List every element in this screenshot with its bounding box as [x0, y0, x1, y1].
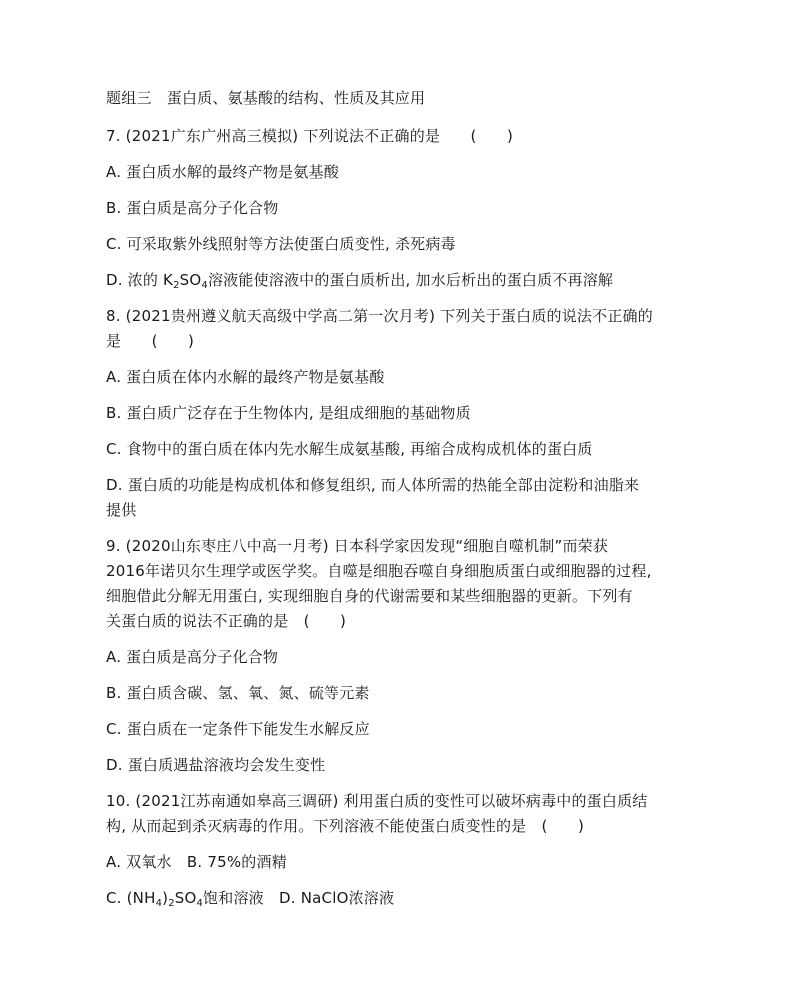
- question-9-stem-line-4: 关蛋白质的说法不正确的是 ( ): [106, 612, 347, 630]
- question-10-stem-line-1: 10. (2021江苏南通如皋高三调研) 利用蛋白质的变性可以破坏病毒中的蛋白质结: [106, 792, 648, 810]
- subscript-4: 4: [196, 898, 204, 909]
- question-8-option-b: B. 蛋白质广泛存在于生物体内, 是组成细胞的基础物质: [106, 404, 471, 422]
- option-c-text: 饱和溶液 D. NaClO浓溶液: [203, 889, 395, 907]
- question-9-option-a: A. 蛋白质是高分子化合物: [106, 648, 279, 666]
- question-8-option-a: A. 蛋白质在体内水解的最终产物是氨基酸: [106, 368, 385, 386]
- question-9-stem-line-2: 2016年诺贝尔生理学或医学奖。自噬是细胞吞噬自身细胞质蛋白或细胞器的过程,: [106, 562, 652, 580]
- question-8-option-c: C. 食物中的蛋白质在体内先水解生成氨基酸, 再缩合成构成机体的蛋白质: [106, 440, 593, 458]
- question-7-option-d: [106, 270, 613, 290]
- option-c-prefix: C. (NH: [106, 889, 156, 907]
- question-10-options-cd: [106, 888, 394, 908]
- question-7-option-a: A. 蛋白质水解的最终产物是氨基酸: [106, 163, 339, 181]
- option-d-formula: SO: [179, 271, 202, 289]
- subscript-2: 2: [173, 280, 180, 291]
- question-9-stem-line-3: 细胞借此分解无用蛋白, 实现细胞自身的代谢需要和某些细胞器的更新。下列有: [106, 587, 633, 605]
- question-9-option-b: B. 蛋白质含碳、氢、氧、氮、硫等元素: [106, 684, 370, 702]
- option-c-paren: ): [162, 889, 169, 907]
- section-title: 题组三 蛋白质、氨基酸的结构、性质及其应用: [106, 89, 426, 107]
- question-7-option-b: B. 蛋白质是高分子化合物: [106, 199, 279, 217]
- option-d-prefix: D. 浓的 K: [106, 271, 174, 289]
- question-10-options-ab: A. 双氧水 B. 75%的酒精: [106, 853, 287, 871]
- question-10-stem-line-2: 构, 从而起到杀灭病毒的作用。下列溶液不能使蛋白质变性的是 ( ): [106, 817, 585, 835]
- question-9-option-c: C. 蛋白质在一定条件下能发生水解反应: [106, 720, 370, 738]
- question-9-stem-line-1: 9. (2020山东枣庄八中高一月考) 日本科学家因发现“细胞自噬机制”而荣获: [106, 537, 609, 555]
- question-8-option-d-line-1: D. 蛋白质的功能是构成机体和修复组织, 而人体所需的热能全部由淀粉和油脂来: [106, 476, 640, 494]
- question-8-stem-line-2: 是 ( ): [106, 332, 195, 350]
- question-8-stem-line-1: 8. (2021贵州遵义航天高级中学高二第一次月考) 下列关于蛋白质的说法不正确的: [106, 307, 653, 325]
- question-9-option-d: D. 蛋白质遇盐溶液均会发生变性: [106, 756, 326, 774]
- subscript-2: 2: [168, 898, 175, 909]
- subscript-4: 4: [201, 280, 208, 291]
- option-c-formula: SO: [174, 889, 197, 907]
- question-7-stem: 7. (2021广东广州高三模拟) 下列说法不正确的是 ( ): [106, 127, 514, 145]
- subscript-4: 4: [155, 898, 163, 909]
- question-8-option-d-line-2: 提供: [106, 501, 137, 519]
- question-7-option-c: C. 可采取紫外线照射等方法使蛋白质变性, 杀死病毒: [106, 235, 456, 253]
- option-d-text: 溶液能使溶液中的蛋白质析出, 加水后析出的蛋白质不再溶解: [207, 271, 614, 289]
